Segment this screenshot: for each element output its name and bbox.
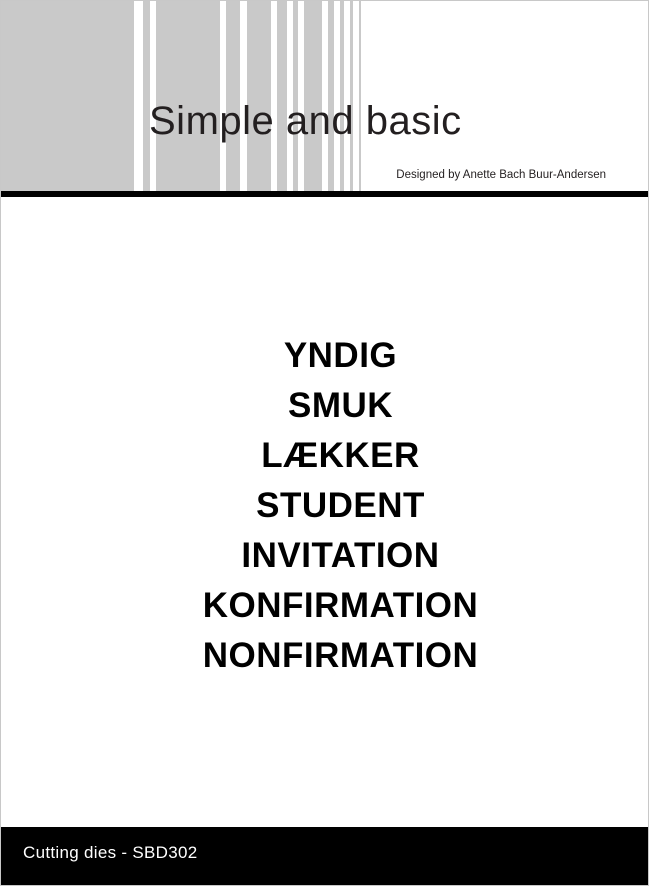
list-item: INVITATION (241, 536, 440, 575)
list-item: NONFIRMATION (202, 636, 479, 675)
footer-bar (1, 827, 649, 885)
header-divider (1, 191, 649, 197)
list-item: KONFIRMATION (202, 586, 479, 625)
list-item: YNDIG (283, 336, 398, 375)
product-code-label: Cutting dies - SBD302 (23, 843, 198, 862)
list-item: SMUK (287, 386, 394, 425)
list-item: LÆKKER (261, 436, 420, 475)
header-banner (1, 1, 649, 197)
word-list (1, 331, 649, 681)
designer-credit: Designed by Anette Bach Buur-Andersen (396, 169, 606, 181)
stripe-0 (1, 1, 134, 197)
page-title: Simple and basic (149, 99, 462, 143)
list-item: STUDENT (256, 486, 425, 525)
